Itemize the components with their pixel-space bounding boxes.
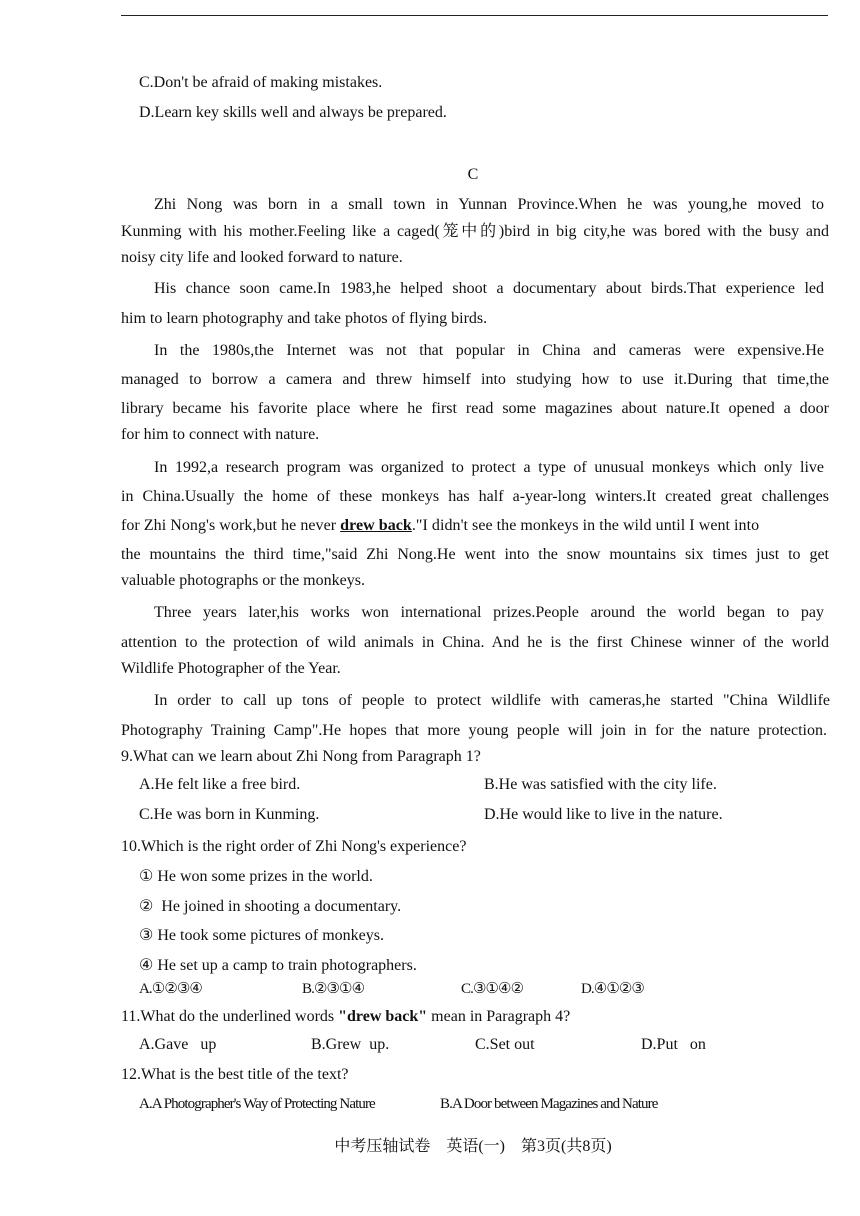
passage-line: noisy city life and looked forward to nature. [121, 249, 403, 266]
underlined-phrase: drew back [340, 517, 412, 534]
passage-line: valuable photographs or the monkeys. [121, 572, 365, 589]
q11-option-d: D.Put on [641, 1036, 706, 1053]
passage-line-underline [121, 516, 829, 536]
q12-option-b: B.A Door between Magazines and Nature [440, 1096, 658, 1112]
page-footer: 中考压轴试卷 英语(一) 第3页(共8页) [334, 1138, 612, 1155]
passage-line: Photography Training Camp".He hopes that more young people will join in for the nature protection. [121, 722, 827, 739]
passage-line: His chance soon came.In 1983,he helped shoot a documentary about birds.That experience led [154, 280, 824, 297]
q9-option-c: C.He was born in Kunming. [139, 806, 320, 823]
passage-line: the mountains the third time,"said Zhi Nong.He went into the snow mountains six times just to get [121, 546, 829, 563]
q10-event-item: ③ He took some pictures of monkeys. [139, 927, 384, 944]
q10-event-item: ① He won some prizes in the world. [139, 868, 373, 885]
q11-option-c: C.Set out [475, 1036, 535, 1053]
question-9-stem: 9.What can we learn about Zhi Nong from Paragraph 1? [121, 748, 481, 765]
q11-stem-bold: "drew back" [338, 1008, 428, 1025]
q10-event-item: ④ He set up a camp to train photographers. [139, 957, 417, 974]
q12-option-a: A.A Photographer's Way of Protecting Nature [139, 1096, 375, 1112]
q11-option-a: A.Gave up [139, 1036, 217, 1053]
passage-line: In the 1980s,the Internet was not that popular in China and cameras were expensive.He [154, 342, 824, 359]
passage-line: In order to call up tons of people to protect wildlife with cameras,he started "China Wildlife [154, 692, 830, 709]
q10-option-d: D.④①②③ [581, 981, 644, 997]
passage-line: managed to borrow a camera and threw himself into studying how to use it.During that time,the [121, 371, 829, 388]
q9-option-b: B.He was satisfied with the city life. [484, 776, 717, 793]
question-10-stem: 10.Which is the right order of Zhi Nong's experience? [121, 838, 467, 855]
q11-stem-text: 11.What do the underlined words [121, 1008, 339, 1025]
passage-line: library became his favorite place where he first read some magazines about nature.It opened a door [121, 400, 829, 417]
passage-line: in China.Usually the home of these monkeys has half a-year-long winters.It created great challenges [121, 488, 829, 505]
q10-option-c: C.③①④② [461, 981, 524, 997]
q11-option-b: B.Grew up. [311, 1036, 390, 1053]
passage-line: Kunming with his mother.Feeling like a caged(笼中的)bird in big city,he was bored with the busy and [121, 223, 829, 240]
passage-line: attention to the protection of wild animals in China. And he is the first Chinese winner of the world [121, 634, 829, 651]
header-rule [121, 15, 828, 16]
prev-option-c: C.Don't be afraid of making mistakes. [139, 74, 383, 91]
passage-line: Wildlife Photographer of the Year. [121, 660, 341, 677]
prev-option-d: D.Learn key skills well and always be prepared. [139, 104, 447, 121]
passage-line: Three years later,his works won international prizes.People around the world began to pay [154, 604, 824, 621]
section-label: C [467, 166, 479, 183]
question-11-stem [121, 1007, 829, 1027]
passage-line: him to learn photography and take photos of flying birds. [121, 310, 488, 327]
q9-option-d: D.He would like to live in the nature. [484, 806, 723, 823]
passage-line: for him to connect with nature. [121, 426, 320, 443]
passage-text: for Zhi Nong's work,but he never [121, 517, 341, 534]
passage-text: ."I didn't see the monkeys in the wild until I went into [411, 517, 760, 534]
passage-line: In 1992,a research program was organized to protect a type of unusual monkeys which only live [154, 459, 824, 476]
question-12-stem: 12.What is the best title of the text? [121, 1066, 349, 1083]
q10-option-b: B.②③①④ [302, 981, 365, 997]
q11-stem-text: mean in Paragraph 4? [427, 1008, 571, 1025]
q10-option-a: A.①②③④ [139, 981, 202, 997]
q9-option-a: A.He felt like a free bird. [139, 776, 301, 793]
q10-event-item: ② He joined in shooting a documentary. [139, 898, 402, 915]
passage-line: Zhi Nong was born in a small town in Yunnan Province.When he was young,he moved to [154, 196, 824, 213]
